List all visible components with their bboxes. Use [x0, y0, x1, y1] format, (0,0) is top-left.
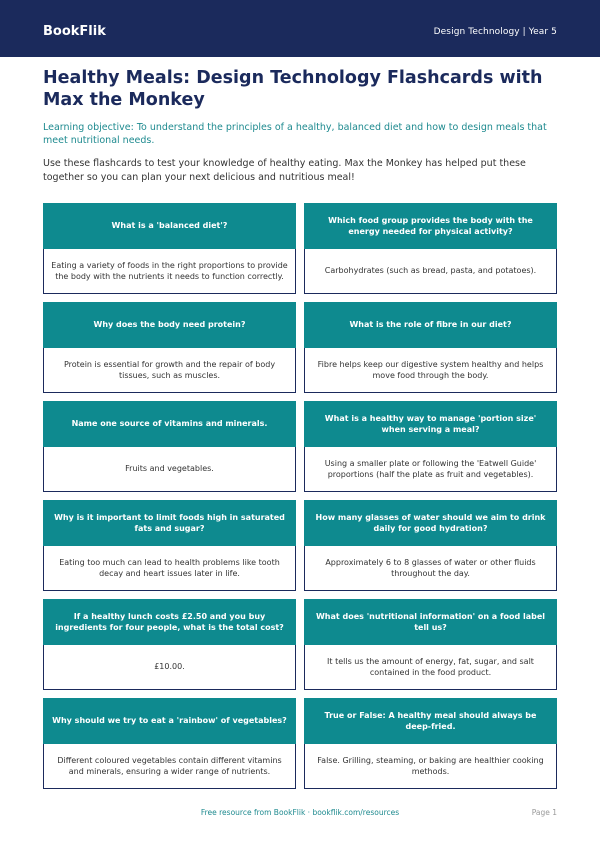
footer-credit[interactable]: Free resource from BookFlik · bookflik.com/resources: [200, 808, 400, 817]
flashcard[interactable]: [304, 500, 557, 591]
flashcard-question: True or False: A healthy meal should always be deep-fried.: [304, 698, 557, 744]
flashcard-answer: Eating a variety of foods in the right proportions to provide the body with the nutrients it needs to function correctly.: [43, 249, 296, 294]
intro-text: Use these flashcards to test your knowledge of healthy eating. Max the Monkey has helped put these together so you can plan your next delicious and nutritious meal!: [43, 158, 526, 183]
flashcard[interactable]: [43, 302, 296, 393]
flashcard-question: Why should we try to eat a 'rainbow' of vegetables?: [43, 698, 296, 744]
flashcard[interactable]: [304, 698, 557, 789]
flashcard-answer: Different coloured vegetables contain different vitamins and minerals, ensuring a wider range of nutrients.: [43, 744, 296, 789]
flashcard[interactable]: [304, 401, 557, 492]
flashcard[interactable]: [304, 599, 557, 690]
page-title: Healthy Meals: Design Technology Flashcards with Max the Monkey: [43, 68, 543, 110]
flashcard[interactable]: [304, 203, 557, 294]
flashcard-grid: [43, 203, 557, 789]
flashcard-question: Name one source of vitamins and minerals.: [43, 401, 296, 447]
flashcard-answer: Carbohydrates (such as bread, pasta, and potatoes).: [304, 249, 557, 294]
flashcard[interactable]: [43, 500, 296, 591]
flashcard-question: What is the role of fibre in our diet?: [304, 302, 557, 348]
flashcard-answer: Using a smaller plate or following the 'Eatwell Guide' proportions (half the plate as fruit and vegetables).: [304, 447, 557, 492]
flashcard-answer: £10.00.: [43, 645, 296, 690]
flashcard-question: If a healthy lunch costs £2.50 and you buy ingredients for four people, what is the total cost?: [43, 599, 296, 645]
flashcard[interactable]: [43, 401, 296, 492]
learning-objective: Learning objective: To understand the principles of a healthy, balanced diet and how to design meals that meet nutritional needs.: [43, 122, 547, 146]
flashcard[interactable]: [43, 203, 296, 294]
flashcard[interactable]: [43, 599, 296, 690]
flashcard-question: How many glasses of water should we aim to drink daily for good hydration?: [304, 500, 557, 546]
flashcard-answer: Protein is essential for growth and the repair of body tissues, such as muscles.: [43, 348, 296, 393]
page-number: Page 1: [531, 808, 557, 817]
flashcard-answer: Fibre helps keep our digestive system healthy and helps move food through the body.: [304, 348, 557, 393]
flashcard-question: Which food group provides the body with the energy needed for physical activity?: [304, 203, 557, 249]
flashcard-answer: It tells us the amount of energy, fat, sugar, and salt contained in the food product.: [304, 645, 557, 690]
header-bar: [0, 0, 600, 57]
brand-logo[interactable]: BookFlik: [43, 24, 106, 39]
flashcard-answer: Fruits and vegetables.: [43, 447, 296, 492]
flashcard-question: Why is it important to limit foods high in saturated fats and sugar?: [43, 500, 296, 546]
flashcard-answer: Eating too much can lead to health problems like tooth decay and heart issues later in life.: [43, 546, 296, 591]
flashcard[interactable]: [304, 302, 557, 393]
flashcard-question: What is a 'balanced diet'?: [43, 203, 296, 249]
flashcard-question: What is a healthy way to manage 'portion size' when serving a meal?: [304, 401, 557, 447]
flashcard-answer: False. Grilling, steaming, or baking are healthier cooking methods.: [304, 744, 557, 789]
flashcard-answer: Approximately 6 to 8 glasses of water or other fluids throughout the day.: [304, 546, 557, 591]
flashcard-question: What does 'nutritional information' on a food label tell us?: [304, 599, 557, 645]
breadcrumb: Design Technology | Year 5: [433, 27, 557, 37]
flashcard[interactable]: [43, 698, 296, 789]
flashcard-question: Why does the body need protein?: [43, 302, 296, 348]
